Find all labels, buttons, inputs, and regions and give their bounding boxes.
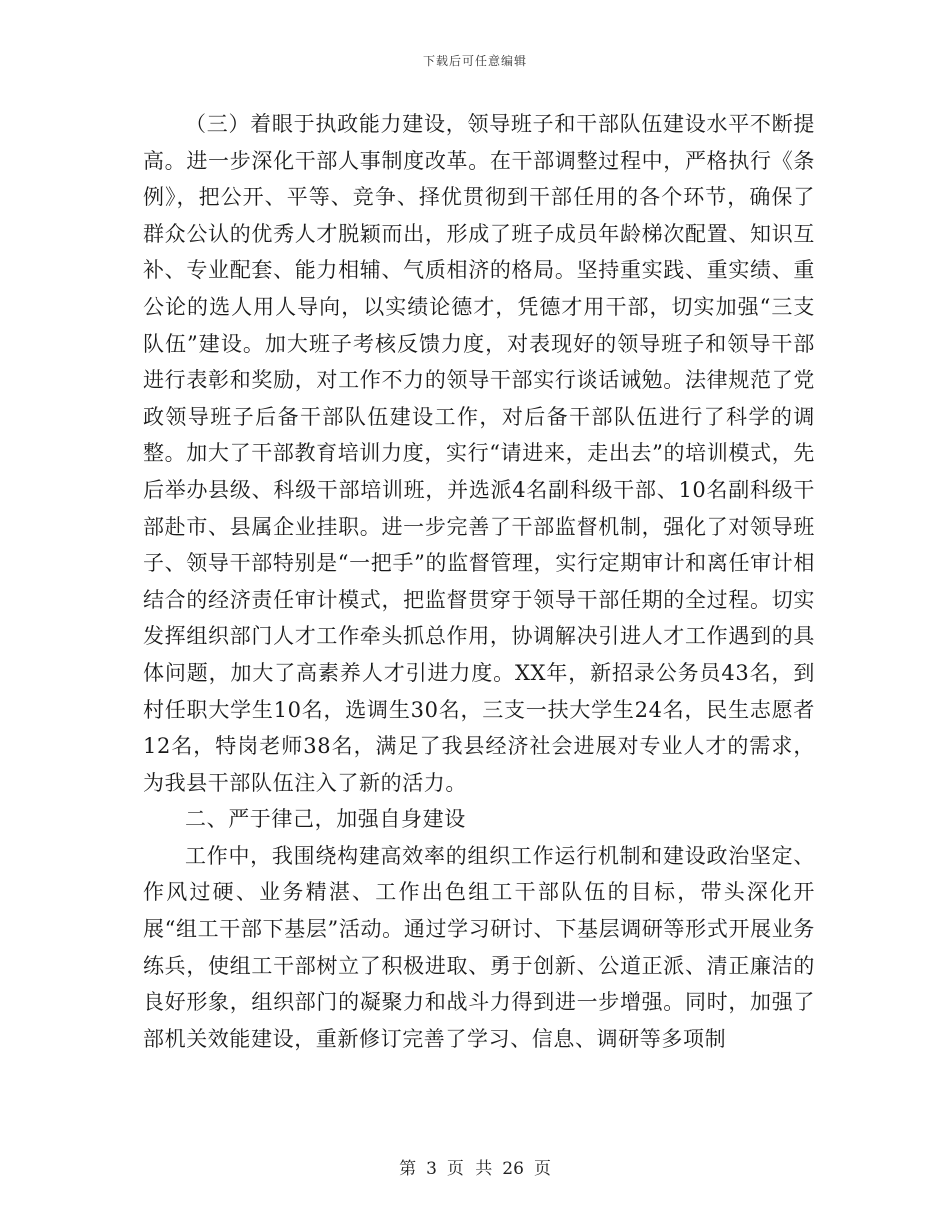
footer-prefix: 第 (399, 1159, 417, 1179)
footer-middle: 页 共 (446, 1159, 493, 1179)
document-body (143, 106, 815, 1057)
section-heading-two: 二、严于律己，加强自身建设 (185, 807, 466, 832)
footer-suffix: 页 (533, 1159, 551, 1179)
footer-total-pages: 26 (502, 1159, 524, 1179)
footer-current-page: 3 (426, 1159, 437, 1179)
page-header-note: 下载后可任意编辑 (422, 54, 527, 68)
paragraph-self-building: 工作中，我围绕构建高效率的组织工作运行机制和建设政治坚定、作风过硬、业务精湛、工作出色组工干部队伍的目标，带头深化开展“组工干部下基层”活动。通过学习研讨、下基层调研等形式开展业务练兵，使组工干部树立了积极进取、勇于创新、公道正派、清正廉洁的良好形象，组织部门的凝聚力和战斗力得到进一步增强。同时，加强了部机关效能建设，重新修订完善了学习、信息、调研等多项制 (143, 843, 815, 1051)
page-number-footer (0, 1154, 950, 1179)
paragraph-section-three: （三）着眼于执政能力建设，领导班子和干部队伍建设水平不断提高。进一步深化干部人事制度改革。在干部调整过程中，严格执行《条例》，把公开、平等、竞争、择优贯彻到干部任用的各个环节，确保了群众公认的优秀人才脱颖而出，形成了班子成员年龄梯次配置、知识互补、专业配套、能力相辅、气质相济的格局。坚持重实践、重实绩、重公论的选人用人导向，以实绩论德才，凭德才用干部，切实加强“三支队伍”建设。加大班子考核反馈力度，对表现好的领导班子和领导干部进行表彰和奖励，对工作不力的领导干部实行谈话诫勉。法律规范了党政领导班子后备干部队伍建设工作，对后备干部队伍进行了科学的调整。加大了干部教育培训力度，实行“请进来，走出去”的培训模式，先后举办县级、科级干部培训班，并选派4名副科级干部、10名副科级干部赴市、县属企业挂职。进一步完善了干部监督机制，强化了对领导班子、领导干部特别是“一把手”的监督管理，实行定期审计和离任审计相结合的经济责任审计模式，把监督贯穿于领导干部任期的全过程。切实发挥组织部门人才工作牵头抓总作用，协调解决引进人才工作遇到的具体问题，加大了高素养人才引进力度。XX年，新招录公务员43名，到村任职大学生10名，选调生30名，三支一扶大学生24名，民生志愿者12名，特岗老师38名，满足了我县经济社会进展对专业人才的需求，为我县干部队伍注入了新的活力。 (143, 112, 815, 795)
